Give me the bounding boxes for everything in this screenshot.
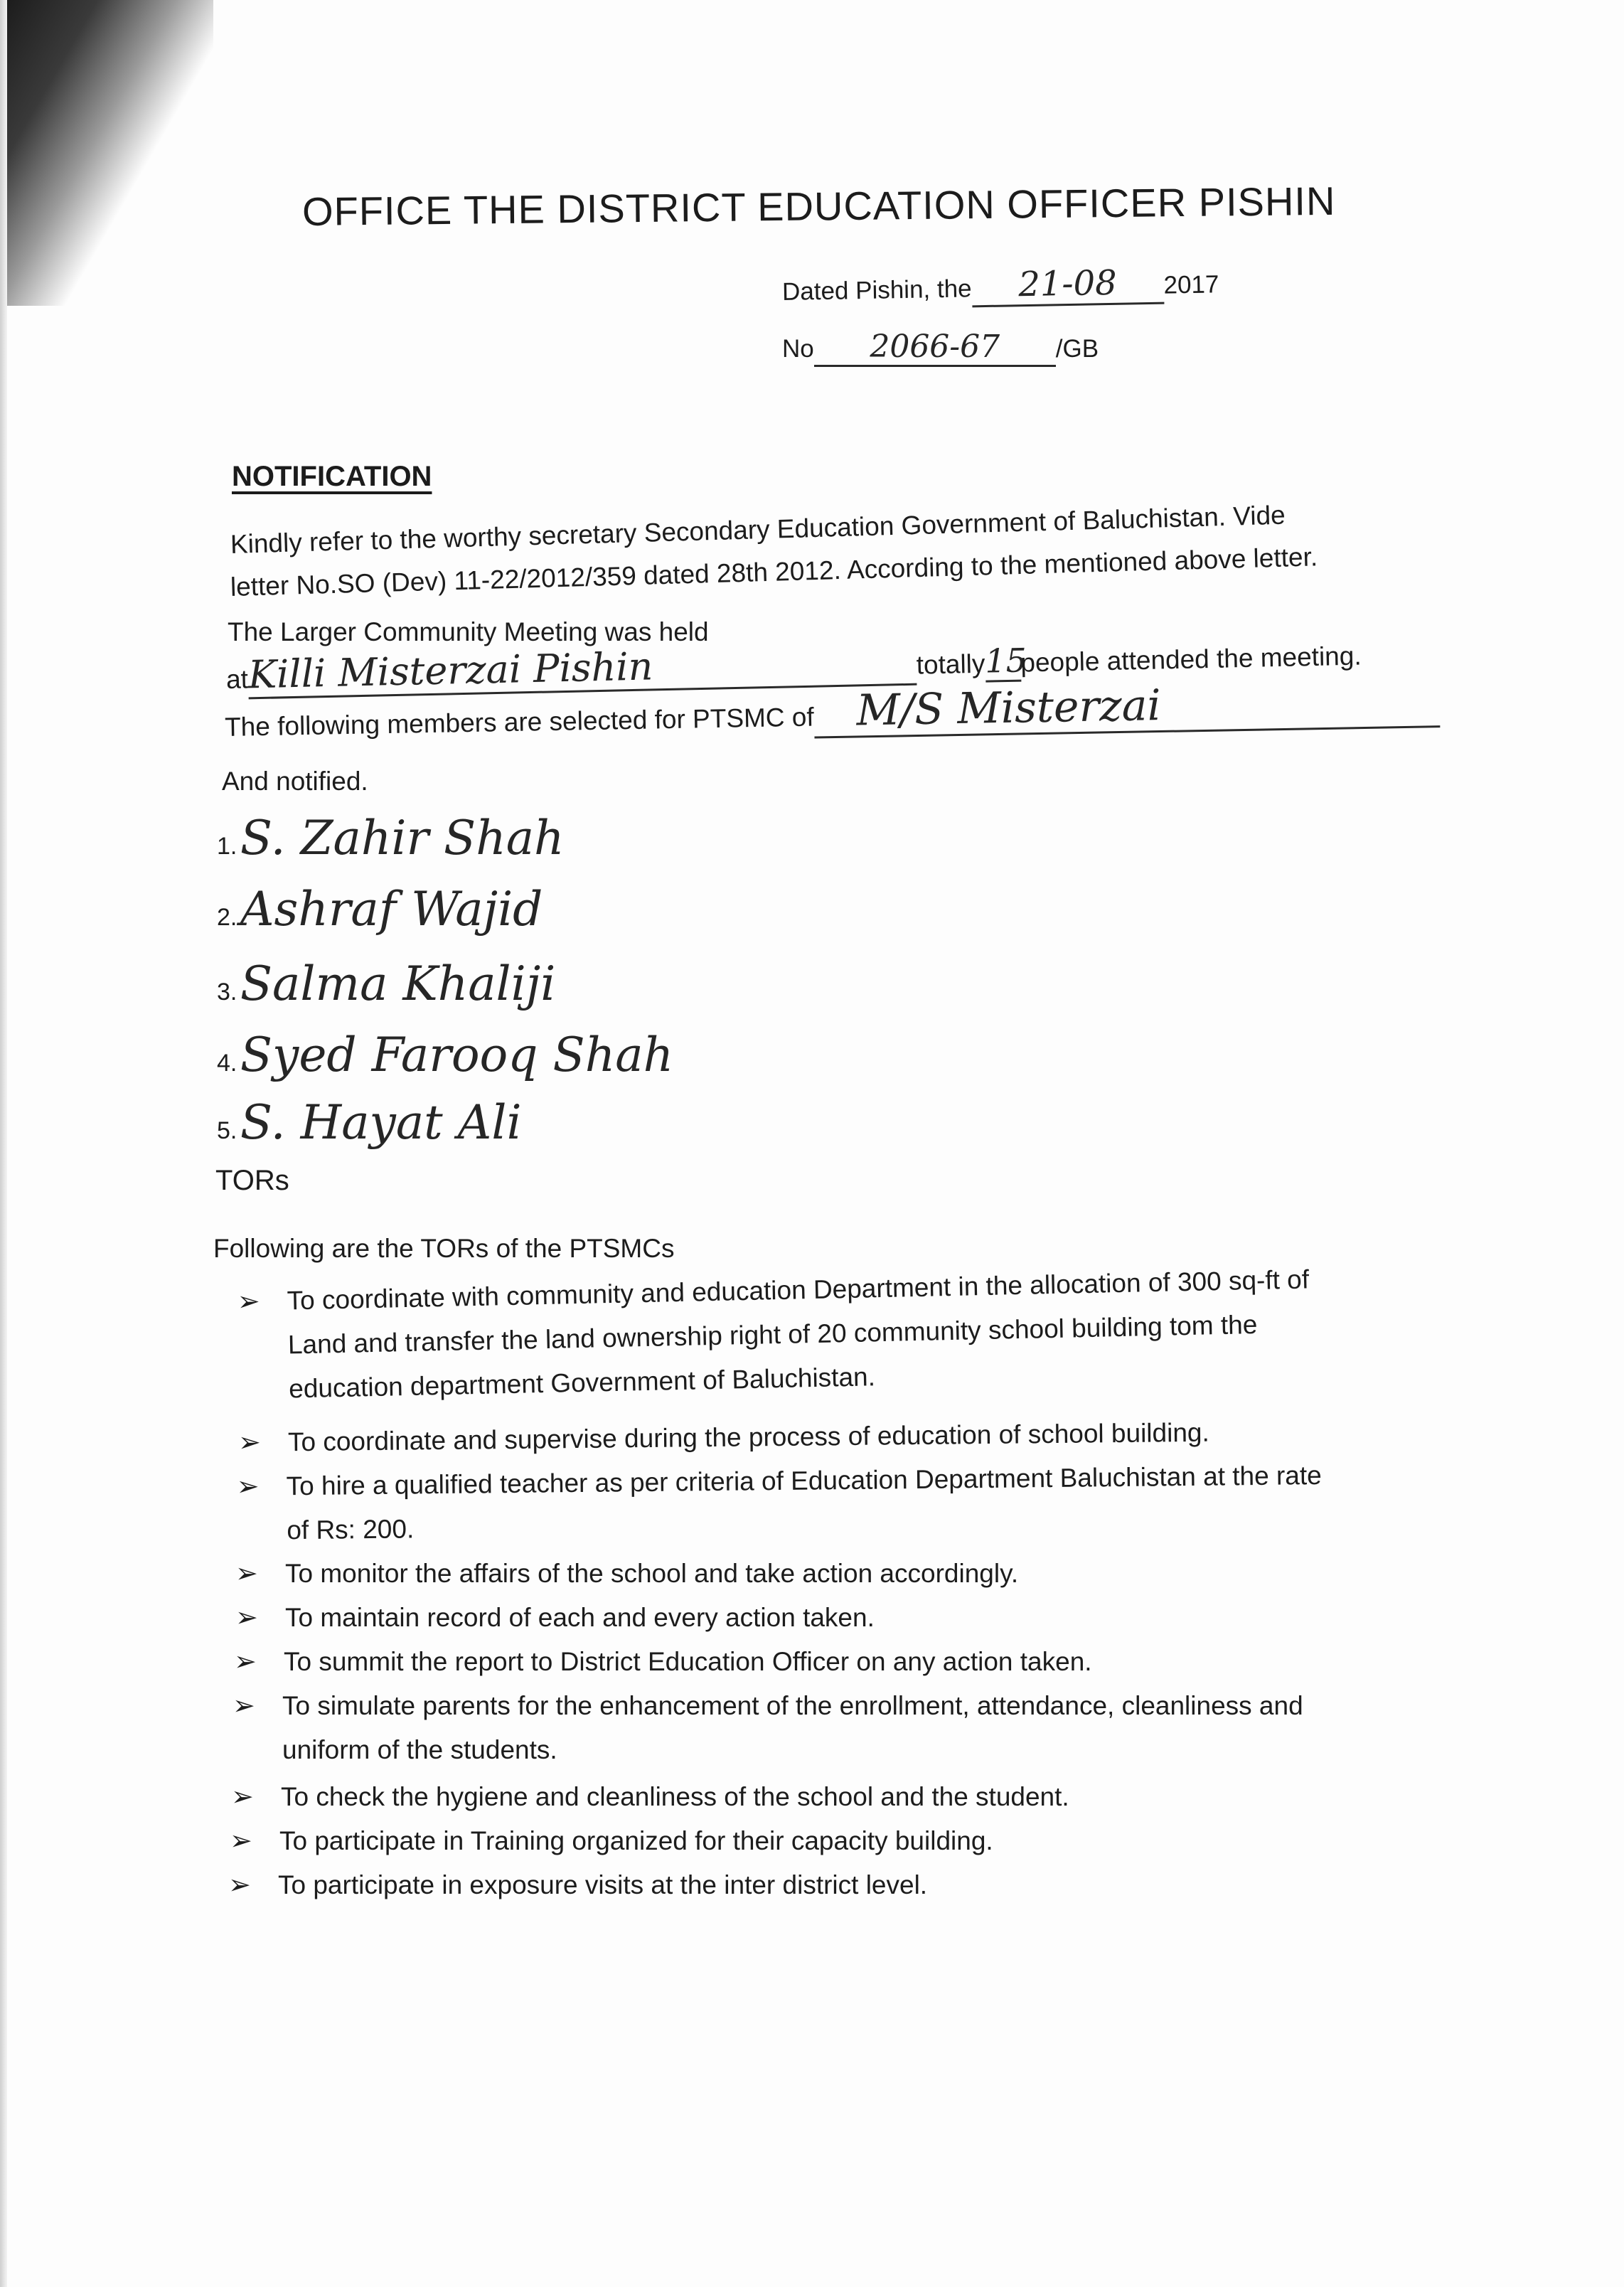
member-name-handwritten: Salma Khaliji: [240, 956, 556, 1011]
tor-line: To maintain record of each and every action taken.: [285, 1603, 875, 1632]
member-5: [217, 1095, 522, 1150]
dated-label: Dated Pishin, the: [781, 274, 972, 306]
member-1: [217, 811, 565, 865]
tor-item-4: [235, 1552, 1018, 1596]
member-number: 4.: [217, 1050, 237, 1077]
tor-line: To simulate parents for the enhancement of the enrollment, attendance, cleanliness and: [282, 1691, 1303, 1720]
tor-line: education department Government of Baluchistan.: [288, 1362, 876, 1404]
attendance-count-handwritten: 15: [985, 641, 1021, 683]
tor-line: To participate in exposure visits at the inter district level.: [278, 1870, 928, 1899]
member-number: 5.: [217, 1117, 237, 1144]
totally-label: totally: [916, 649, 985, 680]
tor-line: To hire a qualified teacher as per criteria of Education Department Baluchistan at the rate: [286, 1461, 1322, 1501]
number-label: No: [782, 335, 814, 363]
tor-item-10: [228, 1863, 927, 1907]
member-number: 2.: [217, 904, 237, 931]
member-name-handwritten: Ashraf Wajid: [240, 882, 543, 937]
member-number: 3.: [217, 979, 237, 1006]
tor-line: To check the hygiene and cleanliness of the school and the student.: [281, 1782, 1069, 1811]
place-handwritten: Killi Misterzai Pishin: [247, 639, 917, 700]
tor-item-1: [237, 1257, 1311, 1412]
office-title: OFFICE THE DISTRICT EDUCATION OFFICER PISHIN: [301, 178, 1336, 234]
scan-left-edge: [0, 0, 7, 2287]
arrow-bullet-icon: ➢: [234, 1647, 257, 1677]
tor-line: To monitor the affairs of the school and take action accordingly.: [285, 1559, 1019, 1588]
tor-item-8: [231, 1775, 1069, 1819]
school-handwritten: M/S Misterzai: [813, 676, 1440, 738]
member-name-handwritten: S. Hayat Ali: [240, 1095, 522, 1150]
member-name-handwritten: Syed Farooq Shah: [240, 1028, 674, 1082]
tor-line: To coordinate and supervise during the process of education of school building.: [287, 1417, 1209, 1457]
arrow-bullet-icon: ➢: [230, 1826, 252, 1856]
number-handwritten: 2066-67: [814, 329, 1056, 367]
tor-line: of Rs: 200.: [287, 1514, 415, 1545]
member-number: 1.: [217, 833, 237, 860]
tor-line: To summit the report to District Education Officer on any action taken.: [284, 1647, 1092, 1676]
number-suffix: /GB: [1055, 335, 1099, 363]
arrow-bullet-icon: ➢: [228, 1870, 251, 1900]
tor-line: uniform of the students.: [282, 1735, 557, 1764]
tor-item-9: [230, 1819, 993, 1863]
arrow-bullet-icon: ➢: [231, 1782, 254, 1812]
member-4: [217, 1028, 673, 1082]
year: 2017: [1163, 270, 1219, 299]
notification-line-3: The Larger Community Meeting was held: [228, 617, 709, 646]
dated-line: [781, 261, 1219, 311]
tor-item-6: [234, 1640, 1092, 1684]
arrow-bullet-icon: ➢: [236, 1471, 260, 1503]
at-label: at: [225, 664, 249, 694]
tor-line: To coordinate with community and education Department in the allocation of 300 sq-ft of: [287, 1264, 1310, 1316]
arrow-bullet-icon: ➢: [233, 1691, 255, 1721]
people-text: people attended the meeting.: [1020, 641, 1362, 678]
arrow-bullet-icon: ➢: [235, 1559, 258, 1589]
arrow-bullet-icon: ➢: [237, 1427, 262, 1458]
notification-line-2: letter No.SO (Dev) 11-22/2012/359 dated 28th 2012. According to the mentioned above letter.: [230, 542, 1318, 602]
member-2: [217, 882, 543, 937]
tor-line: To participate in Training organized for their capacity building.: [279, 1826, 993, 1855]
tor-item-3: [236, 1454, 1322, 1553]
notification-line-1: Kindly refer to the worthy secretary Secondary Education Government of Baluchistan. Vide: [230, 500, 1286, 559]
member-3: [217, 956, 555, 1011]
arrow-bullet-icon: ➢: [237, 1286, 260, 1318]
notified-text: And notified.: [222, 767, 368, 796]
tors-heading: TORs: [215, 1165, 289, 1196]
tor-item-7: [233, 1684, 1303, 1772]
following-text: The following members are selected for PTSMC of: [224, 702, 815, 742]
scan-corner-shadow: [0, 0, 213, 306]
number-line: [782, 329, 1099, 367]
member-name-handwritten: S. Zahir Shah: [240, 811, 565, 865]
tor-item-5: [235, 1596, 875, 1640]
arrow-bullet-icon: ➢: [235, 1603, 258, 1633]
tors-intro: Following are the TORs of the PTSMCs: [213, 1234, 675, 1263]
date-handwritten: 21-08: [971, 262, 1164, 308]
notification-heading: NOTIFICATION: [232, 461, 432, 492]
tor-line: Land and transfer the land ownership right of 20 community school building tom the: [287, 1309, 1258, 1360]
